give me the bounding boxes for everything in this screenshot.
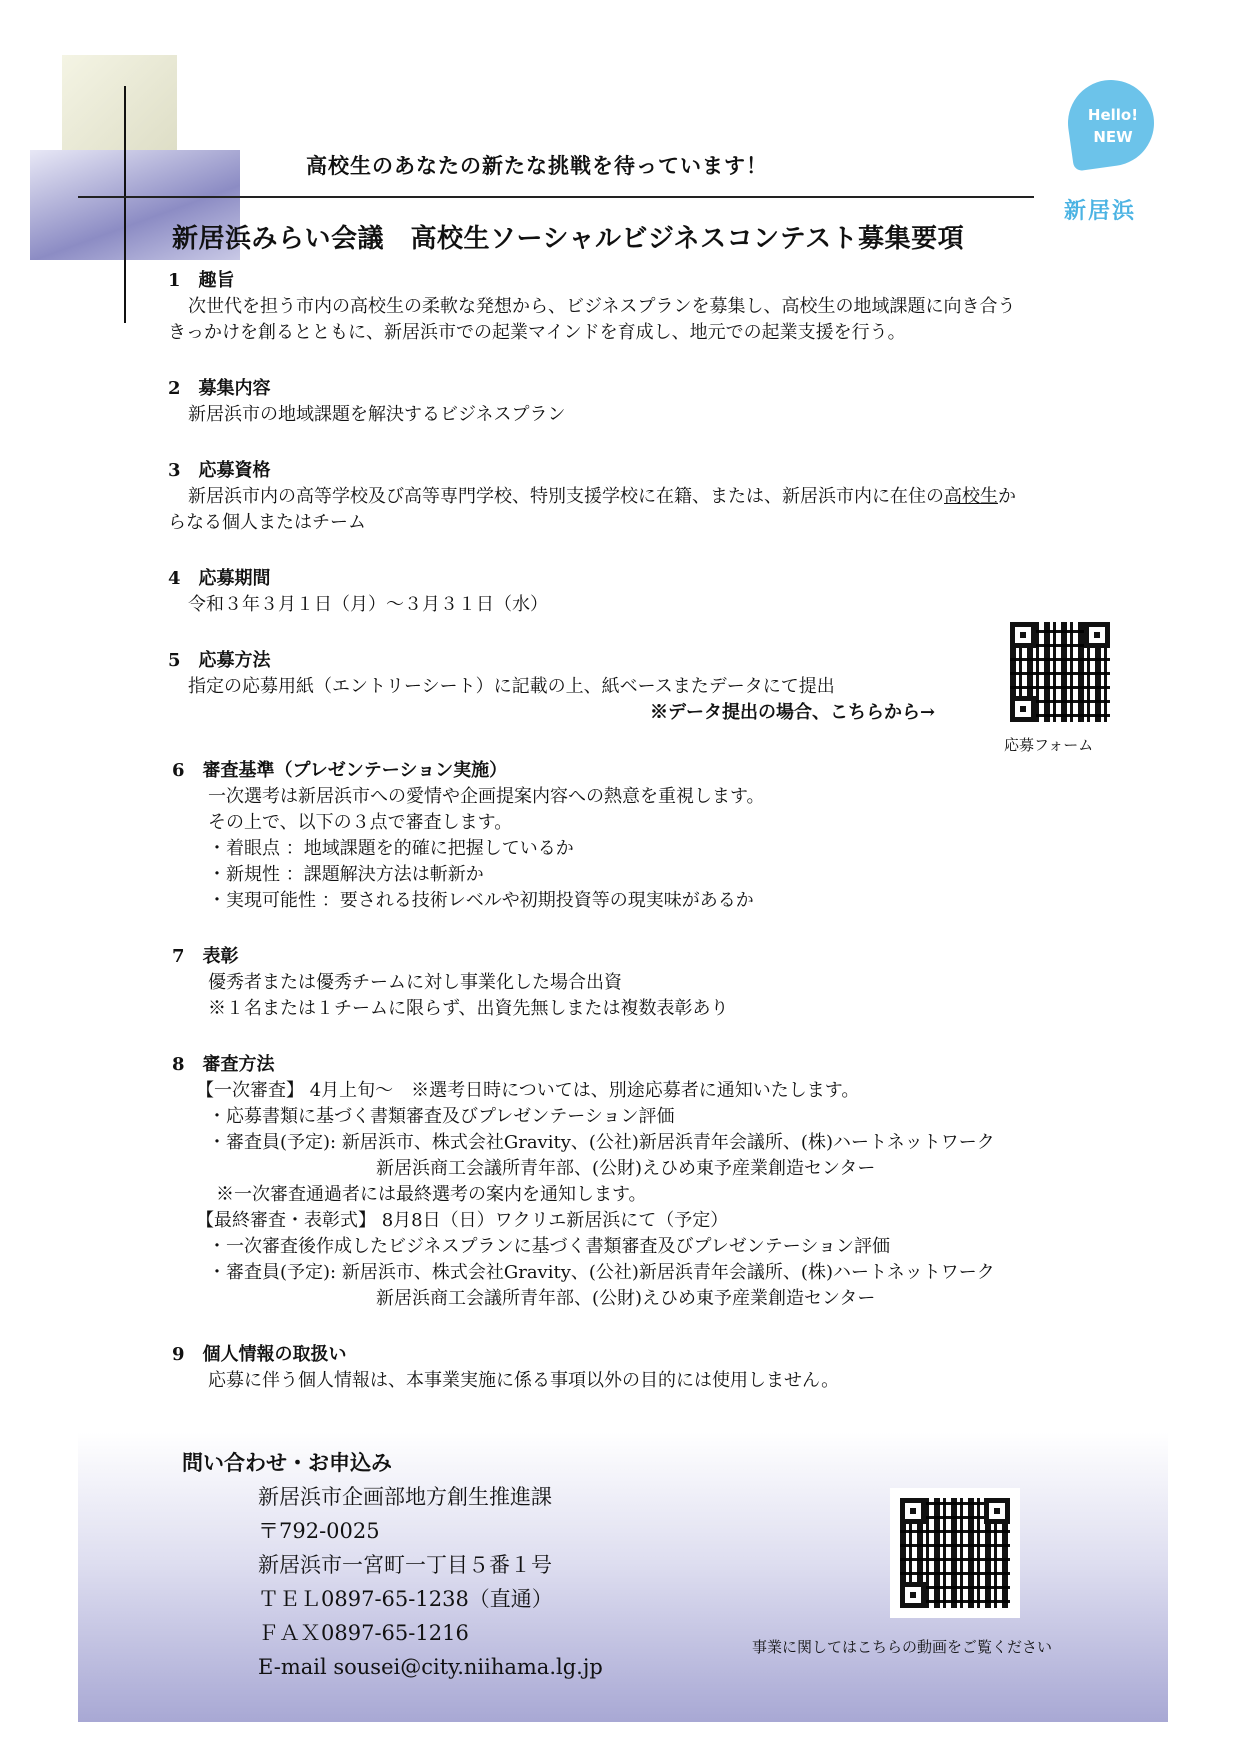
section-8-judges-1: ・審査員(予定): 新居浜市、株式会社Gravity、(公社)新居浜青年会議所、(株)ハートネットワーク <box>208 1132 995 1153</box>
qr-finder <box>984 1498 1010 1524</box>
contact-tel: ＴＥＬ0897-65-1238（直通） <box>258 1587 553 1611</box>
section-3-underlined: 高校生 <box>944 486 998 507</box>
contact-address: 新居浜市一宮町一丁目５番１号 <box>258 1553 552 1577</box>
section-3-text-b: か <box>998 486 1016 507</box>
section-2-text: 新居浜市の地域課題を解決するビジネスプラン <box>188 404 566 425</box>
section-2-heading: 2 募集内容 <box>168 378 271 399</box>
section-6-item-3: ・実現可能性 ：要される技術レベルや初期投資等の現実味があるか <box>208 890 754 911</box>
section-3-heading: 3 応募資格 <box>168 460 271 481</box>
video-qr-code[interactable] <box>900 1498 1010 1608</box>
section-5-text: 指定の応募用紙（エントリーシート）に記載の上、紙ベースまたデータにて提出 <box>188 676 835 697</box>
section-6-heading: 6 審査基準（プレゼンテーション実施） <box>172 760 508 781</box>
section-5-note: ※データ提出の場合、こちらから→ <box>650 702 936 723</box>
entry-form-caption: 応募フォーム <box>1004 736 1094 754</box>
contact-department: 新居浜市企画部地方創生推進課 <box>258 1485 552 1509</box>
contact-zip: 〒792-0025 <box>258 1519 380 1543</box>
qr-finder <box>900 1582 926 1608</box>
section-6-text-2: その上で、以下の３点で審査します。 <box>208 812 513 833</box>
section-3-text-a: 新居浜市内の高等学校及び高等専門学校、特別支援学校に在籍、または、新居浜市内に在住の <box>188 486 944 507</box>
logo-new: NEW <box>1093 128 1133 146</box>
logo-text <box>1072 104 1154 148</box>
section-3-text <box>188 486 1016 508</box>
section-1-text-2: きっかけを創るとともに、新居浜市での起業マインドを育成し、地元での起業支援を行う。 <box>168 322 906 343</box>
section-6-text-1: 一次選考は新居浜市への愛情や企画提案内容への熱意を重視します。 <box>208 786 765 807</box>
qr-finder <box>900 1498 926 1524</box>
contact-fax: ＦＡＸ0897-65-1216 <box>258 1621 469 1645</box>
section-8-text-7: ・一次審査後作成したビジネスプランに基づく書類審査及びプレゼンテーション評価 <box>208 1236 891 1257</box>
page-title: 新居浜みらい会議 高校生ソーシャルビジネスコンテスト募集要項 <box>172 224 965 254</box>
section-8-final-review: 【最終審査・表彰式】 8月8日（日）ワクリエ新居浜にて（予定） <box>196 1210 729 1231</box>
logo-hello: Hello! <box>1087 106 1139 124</box>
section-1-heading: 1 趣旨 <box>168 270 235 291</box>
header-divider <box>78 196 1034 198</box>
section-5-heading: 5 応募方法 <box>168 650 271 671</box>
section-7-heading: 7 表彰 <box>172 946 239 967</box>
section-6-item-1: ・着眼点 ：地域課題を的確に把握しているか <box>208 838 574 859</box>
section-8-heading: 8 審査方法 <box>172 1054 275 1075</box>
qr-finder <box>1010 622 1036 648</box>
tagline: 高校生のあなたの新たな挑戦を待っています！ <box>306 153 768 178</box>
section-7-text-2: ※１名または１チームに限らず、出資先無しまたは複数表彰あり <box>208 998 729 1019</box>
section-6-item-2: ・新規性 ：課題解決方法は斬新か <box>208 864 484 885</box>
section-9-text: 応募に伴う個人情報は、本事業実施に係る事項以外の目的には使用しません。 <box>208 1370 840 1391</box>
section-7-text-1: 優秀者または優秀チームに対し事業化した場合出資 <box>208 972 622 993</box>
section-8-first-review: 【一次審査】 4月上旬～ ※選考日時については、別途応募者に通知いたします。 <box>196 1080 860 1101</box>
section-8-judges-2-cont: 新居浜商工会議所青年部、(公財)えひめ東予産業創造センター <box>376 1288 876 1309</box>
entry-form-qr-code[interactable] <box>1010 622 1110 722</box>
section-8-judges-1-cont: 新居浜商工会議所青年部、(公財)えひめ東予産業創造センター <box>376 1158 876 1179</box>
logo-city: 新居浜 <box>1064 199 1137 224</box>
section-9-heading: 9 個人情報の取扱い <box>172 1344 347 1365</box>
section-4-text: 令和３年３月１日（月）～３月３１日（水） <box>188 594 548 615</box>
video-qr-caption: 事業に関してはこちらの動画をご覧ください <box>752 1638 1053 1656</box>
section-8-judges-2: ・審査員(予定): 新居浜市、株式会社Gravity、(公社)新居浜青年会議所、(株)ハートネットワーク <box>208 1262 995 1283</box>
contact-email[interactable]: E-mail sousei@city.niihama.lg.jp <box>258 1655 603 1679</box>
qr-finder <box>1010 696 1036 722</box>
section-4-heading: 4 応募期間 <box>168 568 271 589</box>
qr-finder <box>1084 622 1110 648</box>
contact-heading: 問い合わせ・お申込み <box>182 1450 392 1475</box>
section-8-text-2: ・応募書類に基づく書類審査及びプレゼンテーション評価 <box>208 1106 675 1127</box>
decor-vertical-line <box>124 86 126 323</box>
section-3-text-2: らなる個人またはチーム <box>168 512 366 533</box>
section-1-text: 次世代を担う市内の高校生の柔軟な発想から、ビジネスプランを募集し、高校生の地域課題に向き合う <box>188 296 1016 317</box>
section-8-note: ※一次審査通過者には最終選考の案内を通知します。 <box>216 1184 647 1205</box>
